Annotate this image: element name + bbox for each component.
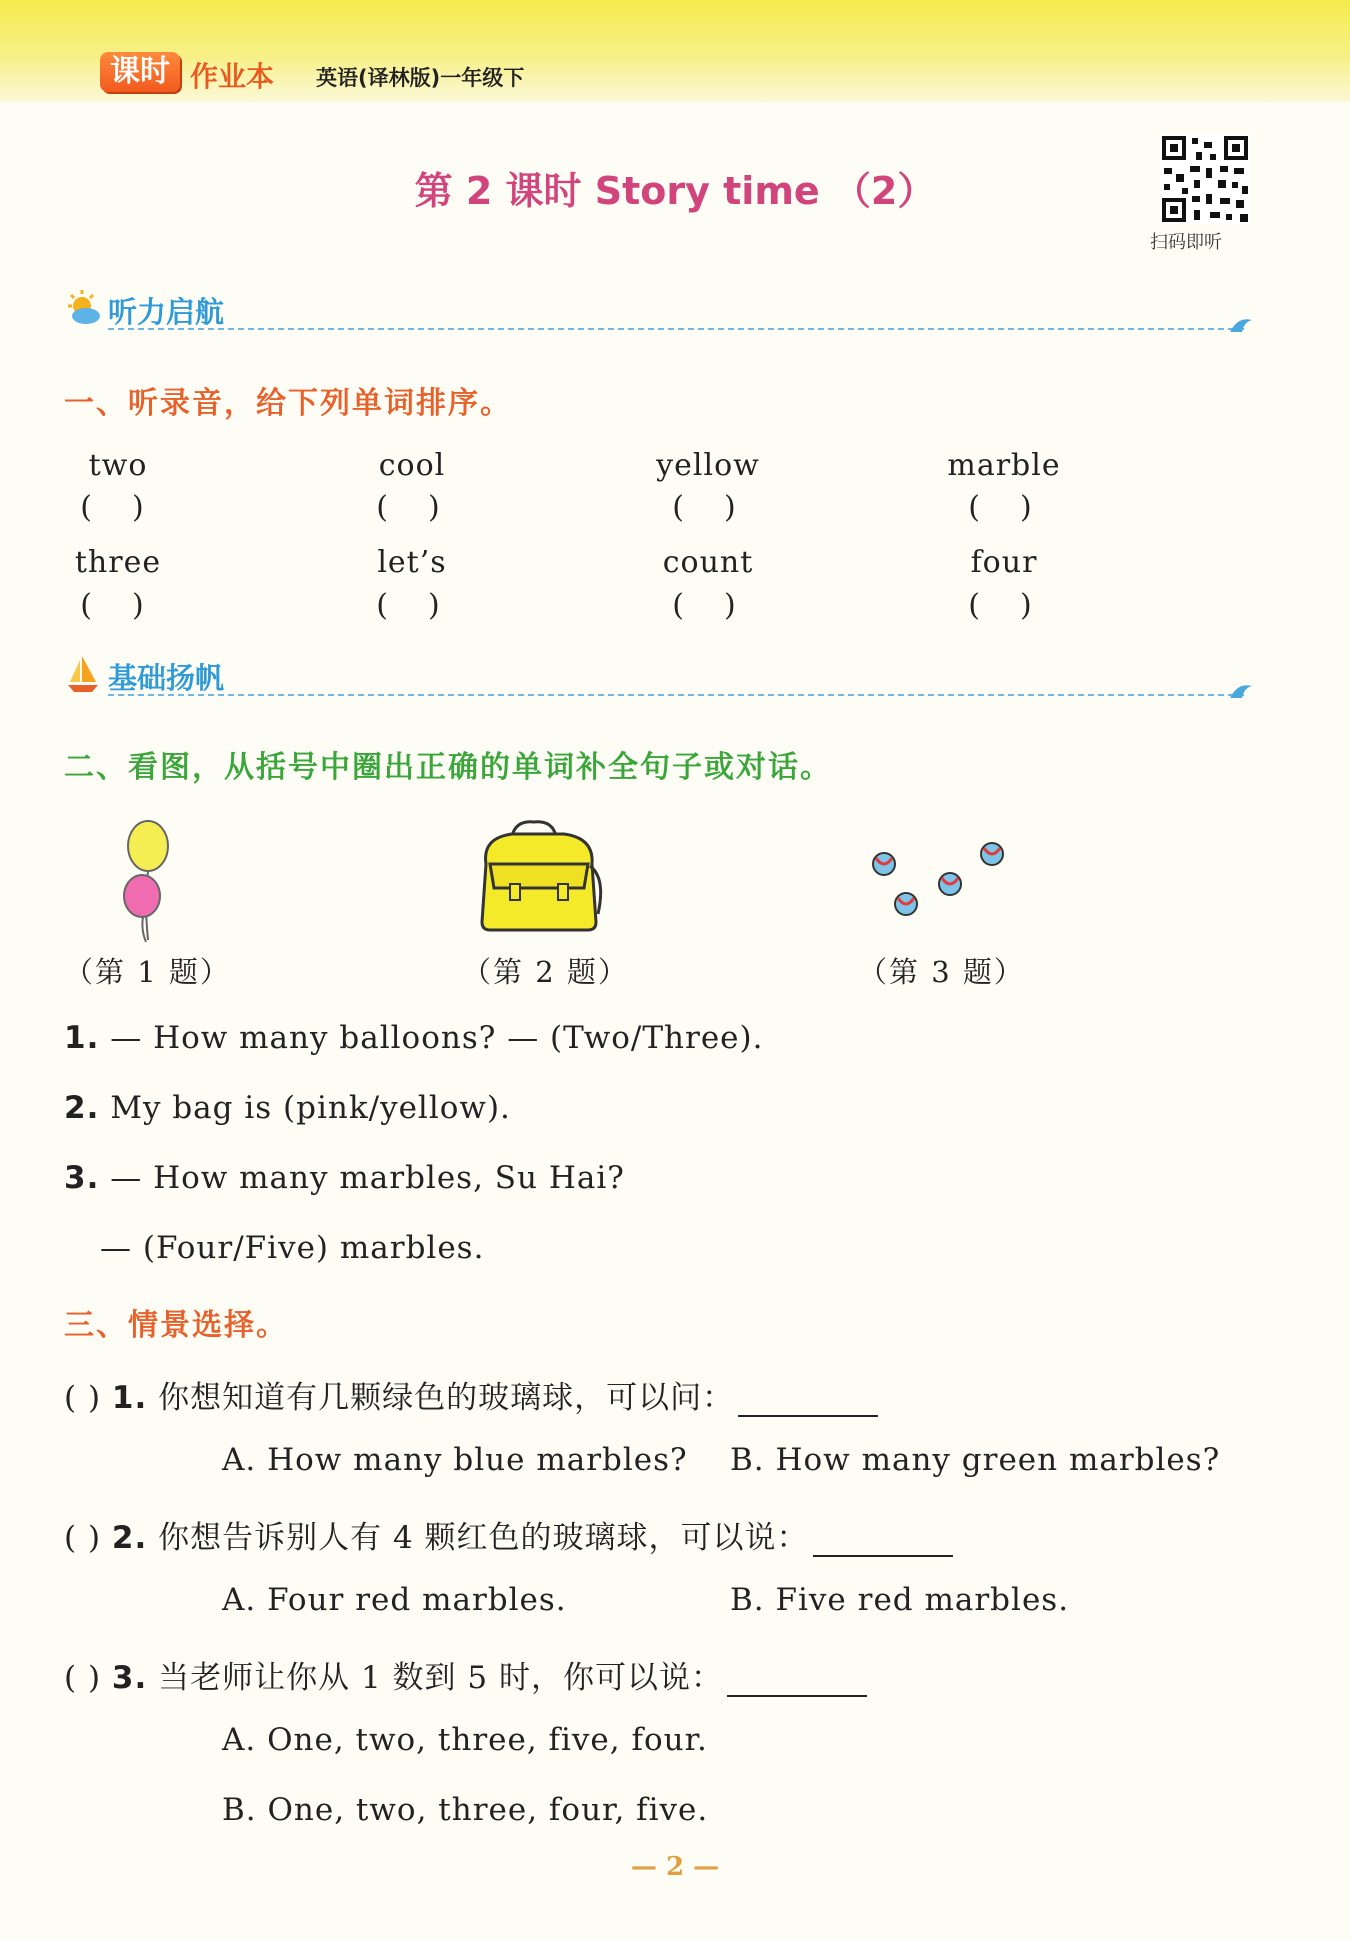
q2-item (64, 1090, 511, 1126)
answer-blank[interactable]: () (672, 588, 776, 623)
answer-blank[interactable]: () (968, 490, 1072, 525)
option-a[interactable]: A. One, two, three, five, four. (222, 1722, 708, 1758)
item-number: 1. (111, 1380, 148, 1416)
section-listening (64, 288, 1254, 332)
word-item: two (88, 448, 148, 483)
lesson-title: 第 2 课时 Story time （2） (414, 169, 936, 213)
word-item: four (970, 545, 1038, 580)
item-text: — How many marbles, Su Hai? (110, 1160, 625, 1196)
question-text: 当老师让你从 1 数到 5 时，你可以说： (158, 1660, 723, 1696)
word-item: cool (378, 448, 446, 483)
item-text[interactable]: — (Four/Five) marbles. (100, 1230, 485, 1266)
page-number: — 2 — (630, 1852, 720, 1882)
book-meta: 英语(译林版)一年级下 (316, 66, 525, 90)
answer-paren[interactable]: ( ) (64, 1380, 102, 1416)
picture-caption: （第 2 题） (462, 955, 629, 989)
word-item: three (74, 545, 162, 580)
q1-heading: 一、听录音，给下列单词排序。 (64, 386, 512, 421)
marbles-image (864, 836, 1010, 926)
option-b[interactable]: B. How many green marbles? (730, 1442, 1221, 1478)
item-text[interactable]: — How many balloons? — (Two/Three). (110, 1020, 764, 1056)
word-item: yellow (656, 448, 760, 483)
brand-book-name: 作业本 (190, 60, 275, 93)
section-label: 基础扬帆 (108, 661, 225, 695)
q3-question (64, 1372, 878, 1417)
qr-code-icon[interactable] (1160, 134, 1250, 224)
wave-icon (1228, 314, 1254, 334)
answer-paren[interactable]: ( ) (64, 1660, 102, 1696)
answer-line[interactable] (813, 1527, 953, 1557)
word-item: let’s (377, 545, 447, 580)
answer-blank[interactable]: () (376, 588, 480, 623)
answer-blank[interactable]: () (80, 588, 184, 623)
wave-icon (1228, 680, 1254, 700)
q2-item (64, 1160, 625, 1196)
question-text: 你想知道有几颗绿色的玻璃球，可以问： (158, 1380, 735, 1416)
word-item: count (662, 545, 754, 580)
sun-cloud-icon (64, 288, 104, 328)
q2-item (64, 1020, 763, 1056)
item-number: 1. (64, 1020, 100, 1056)
question-text: 你想告诉别人有 4 颗红色的玻璃球，可以说： (158, 1520, 809, 1556)
item-number: 2. (64, 1090, 100, 1126)
option-b[interactable]: B. Five red marbles. (730, 1582, 1070, 1618)
sailboat-icon (64, 654, 104, 694)
word-item: marble (947, 448, 1061, 483)
option-a[interactable]: A. How many blue marbles? (222, 1442, 688, 1478)
q3-question (64, 1652, 867, 1697)
answer-blank[interactable]: () (376, 490, 480, 525)
option-b[interactable]: B. One, two, three, four, five. (222, 1792, 709, 1828)
answer-paren[interactable]: ( ) (64, 1520, 102, 1556)
brand-logo: 课时 (100, 52, 180, 92)
option-a[interactable]: A. Four red marbles. (222, 1582, 567, 1618)
picture-caption: （第 3 题） (858, 955, 1025, 989)
section-divider (108, 694, 1244, 696)
q2-item (100, 1230, 484, 1266)
q3-heading: 三、情景选择。 (64, 1308, 288, 1343)
balloons-image (118, 818, 178, 946)
bag-image (472, 818, 606, 934)
qr-caption: 扫码即听 (1150, 232, 1222, 253)
item-number: 3. (111, 1660, 148, 1696)
answer-line[interactable] (738, 1387, 878, 1417)
answer-blank[interactable]: () (672, 490, 776, 525)
picture-caption: （第 1 题） (64, 955, 231, 989)
q2-heading: 二、看图，从括号中圈出正确的单词补全句子或对话。 (64, 750, 832, 785)
answer-line[interactable] (727, 1667, 867, 1697)
section-label: 听力启航 (108, 295, 225, 329)
item-number: 2. (111, 1520, 148, 1556)
section-divider (108, 328, 1244, 330)
answer-blank[interactable]: () (968, 588, 1072, 623)
answer-blank[interactable]: () (80, 490, 184, 525)
item-number: 3. (64, 1160, 100, 1196)
q3-question (64, 1512, 953, 1557)
item-text[interactable]: My bag is (pink/yellow). (110, 1090, 511, 1126)
section-basics (64, 654, 1254, 698)
